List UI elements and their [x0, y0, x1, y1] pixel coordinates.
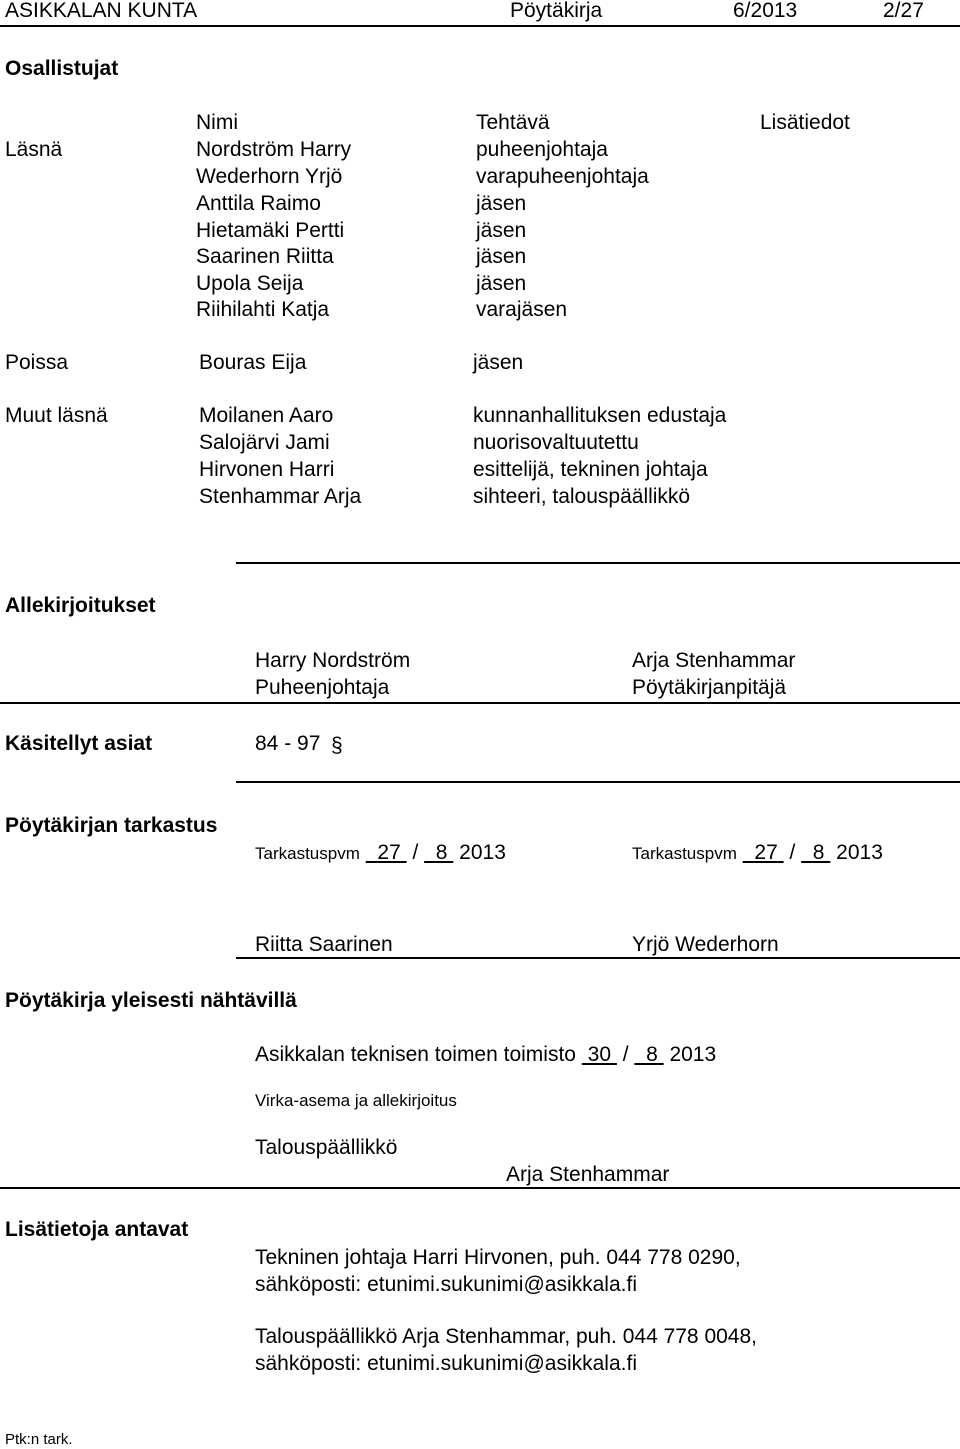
signer-left-role: Puheenjohtaja — [255, 676, 390, 699]
public-day: 30 — [587, 1043, 612, 1066]
reviewer-right: Yrjö Wederhorn — [632, 933, 779, 956]
signatures-title: Allekirjoitukset — [5, 594, 156, 617]
section-rule — [0, 1187, 960, 1189]
contacts-title: Lisätietoja antavat — [5, 1218, 189, 1241]
participant-name: Hirvonen Harri — [199, 458, 335, 481]
contact-1-line-2: sähköposti: etunimi.sukunimi@asikkala.fi — [255, 1273, 637, 1296]
review-date-right — [632, 842, 883, 863]
participant-role: puheenjohtaja — [476, 138, 608, 161]
doc-type: Pöytäkirja — [510, 0, 603, 22]
participant-role: varapuheenjohtaja — [476, 165, 649, 188]
public-place-date — [255, 1044, 716, 1065]
contact-2-line-1: Talouspäällikkö Arja Stenhammar, puh. 044 778 0048, — [255, 1325, 758, 1348]
participant-name: Bouras Eija — [199, 351, 307, 374]
participant-role: jäsen — [473, 351, 524, 374]
items-title: Käsitellyt asiat — [5, 732, 153, 755]
participant-role: jäsen — [476, 245, 527, 268]
public-signer: Arja Stenhammar — [506, 1163, 670, 1186]
participant-name: Anttila Raimo — [196, 192, 321, 215]
org-name: ASIKKALAN KUNTA — [5, 0, 198, 22]
participants-title: Osallistujat — [5, 57, 119, 80]
review-month: 8 — [435, 841, 448, 864]
public-title: Pöytäkirja yleisesti nähtävillä — [5, 989, 297, 1012]
participant-role: varajäsen — [476, 298, 568, 321]
review-month: 8 — [812, 841, 825, 864]
review-date-label: Tarkastuspvm — [255, 844, 360, 863]
section-rule — [236, 957, 960, 959]
section-rule — [0, 702, 960, 704]
participant-name: Upola Seija — [196, 272, 304, 295]
participant-name: Riihilahti Katja — [196, 298, 330, 321]
contact-2-line-2: sähköposti: etunimi.sukunimi@asikkala.fi — [255, 1352, 637, 1375]
others-label: Muut läsnä — [5, 404, 108, 427]
date-separator: / — [622, 1043, 629, 1066]
public-year: 2013 — [669, 1043, 717, 1066]
participant-name: Nordström Harry — [196, 138, 352, 161]
signer-right-role: Pöytäkirjanpitäjä — [632, 676, 787, 699]
participant-name: Stenhammar Arja — [199, 485, 362, 508]
date-separator: / — [789, 841, 796, 864]
participant-role: kunnanhallituksen edustaja — [473, 404, 727, 427]
contact-1-line-1: Tekninen johtaja Harri Hirvonen, puh. 044 778 0290, — [255, 1246, 741, 1269]
present-label: Läsnä — [5, 138, 63, 161]
office-label: Virka-asema ja allekirjoitus — [255, 1091, 457, 1110]
section-rule — [236, 781, 960, 783]
absent-label: Poissa — [5, 351, 69, 374]
participant-role: jäsen — [476, 219, 527, 242]
col-name-header: Nimi — [196, 111, 238, 134]
participant-name: Saarinen Riitta — [196, 245, 334, 268]
review-day: 27 — [754, 841, 778, 864]
signer-left-name: Harry Nordström — [255, 649, 411, 672]
header-rule — [0, 25, 960, 27]
items-range: 84 - 97 — [255, 732, 321, 755]
col-role-header: Tehtävä — [476, 111, 550, 134]
review-day: 27 — [377, 841, 401, 864]
participant-name: Wederhorn Yrjö — [196, 165, 343, 188]
col-notes-header: Lisätiedot — [760, 111, 850, 134]
reviewer-left: Riitta Saarinen — [255, 933, 393, 956]
public-month: 8 — [646, 1043, 658, 1066]
participant-role: jäsen — [476, 272, 527, 295]
footer-label: Ptk:n tark. — [5, 1431, 73, 1448]
page-number: 2/27 — [883, 0, 924, 22]
signer-right-name: Arja Stenhammar — [632, 649, 796, 672]
date-separator: / — [412, 841, 419, 864]
participant-name: Moilanen Aaro — [199, 404, 334, 427]
review-date-label: Tarkastuspvm — [632, 844, 737, 863]
participant-role: jäsen — [476, 192, 527, 215]
review-year: 2013 — [836, 841, 883, 864]
review-year: 2013 — [459, 841, 506, 864]
participant-name: Hietamäki Pertti — [196, 219, 345, 242]
participant-role: nuorisovaltuutettu — [473, 431, 639, 454]
review-title: Pöytäkirjan tarkastus — [5, 814, 218, 837]
section-rule — [236, 562, 960, 564]
doc-number: 6/2013 — [733, 0, 798, 22]
review-date-left — [255, 842, 506, 863]
public-place: Asikkalan teknisen toimen toimisto — [255, 1043, 576, 1066]
participant-name: Salojärvi Jami — [199, 431, 330, 454]
participant-role: sihteeri, talouspäällikkö — [473, 485, 691, 508]
section-symbol: § — [331, 734, 343, 757]
participant-role: esittelijä, tekninen johtaja — [473, 458, 708, 481]
office-title: Talouspäällikkö — [255, 1136, 398, 1159]
